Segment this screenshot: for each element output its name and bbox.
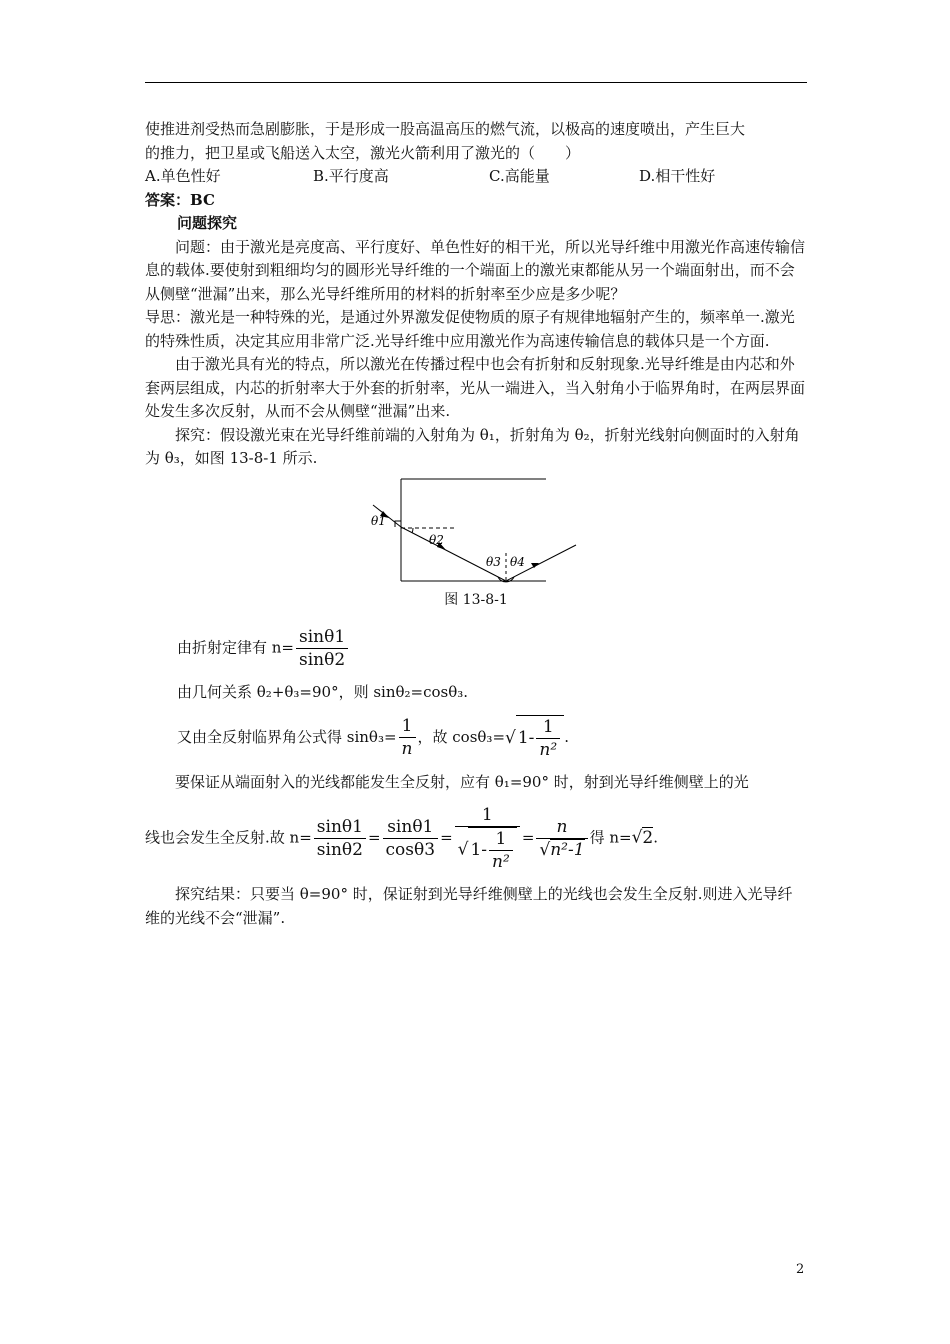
geometry-relation: 由几何关系 θ₂+θ₃=90°，则 sinθ₂=cosθ₃. [177,683,469,701]
question-line-1: 使推进剂受热而急剧膨胀，于是形成一股高温高压的燃气流，以极高的速度喷出，产生巨大 [145,120,746,138]
page-number: 2 [796,1262,805,1277]
document-body [145,118,807,930]
answer-options [145,165,807,189]
guide-paragraph: 导思：激光是一种特殊的光，是通过外界激发促使物质的原子有规律地辐射产生的，频率单一.激光的特殊性质，决定其应用非常广泛.光导纤维中应用激光作为高速传输信息的载体只是一个方面. [145,308,795,350]
option-b: B.平行度高 [313,167,389,185]
question-line-2: 的推力，把卫星或飞船送入太空，激光火箭利用了激光的（ ） [145,143,581,162]
final-equation: 线也会发生全反射.故 n= $\frac{\sin\theta 1}{\sin\theta 2}$ = $\frac{\sin\theta 1}{\cos\theta 3}$ = 1 √ 1- $\frac{1}{\text{n²}}$ = $\frac{n}{\text{√n²-1}}$ 得 n=√2. [145,805,659,872]
option-a: A.单色性好 [145,167,221,185]
figure-caption: 图 13-8-1 [444,591,508,608]
problem-paragraph: 问题：由于激光是亮度高、平行度好、单色性好的相干光，所以光导纤维中用激光作高速传输信息的载体.要使射到粗细均匀的圆形光导纤维的一个端面上的激光束都能从另一个端面射出，而不会从侧壁“泄漏”出来，那么光导纤维所用的材料的折射率至少应是多少呢？ [145,237,806,303]
label-theta2: θ2 [429,532,444,547]
label-theta1: θ1 [371,513,386,528]
result-paragraph: 探究结果：只要当 θ=90° 时，保证射到光导纤维侧壁上的光线也会发生全反射.则进入光导纤维的光线不会“泄漏”. [145,885,793,927]
label-theta4: θ4 [510,554,525,569]
header-rule [145,82,807,83]
reason-paragraph: 由于激光具有光的特点，所以激光在传播过程中也会有折射和反射现象.光导纤维是由内芯和外套两层组成，内芯的折射率大于外套的折射率，光从一端进入，当入射角小于临界角时，在两层界面处发生多次反射，从而不会从侧壁“泄漏”出来. [145,355,806,420]
condition-line-1: 要保证从端面射入的光线都能发生全反射，应有 θ₁=90° 时，射到光导纤维侧壁上的光 [175,772,749,791]
label-theta3: θ3 [486,554,501,569]
answer-line: 答案：BC [145,190,215,209]
snell-equation: 由折射定律有 n= $\frac{\sin\theta 1}{\sin\theta 2}$ [145,626,807,671]
option-d: D.相干性好 [639,167,716,185]
fiber-diagram [371,475,581,585]
critical-angle-equation: 又由全反射临界角公式得 sinθ₃= $\frac{1}{n}$ ，故 cosθ₃=√ 1- $\frac{1}{\text{n²}}$ . [177,716,569,760]
explore-paragraph: 探究：假设激光束在光导纤维前端的入射角为 θ₁，折射角为 θ₂，折射光线射向侧面时的入射角为 θ₃，如图 13-8-1 所示. [145,425,800,467]
option-c: C.高能量 [489,167,550,185]
section-title: 问题探究 [177,214,238,232]
